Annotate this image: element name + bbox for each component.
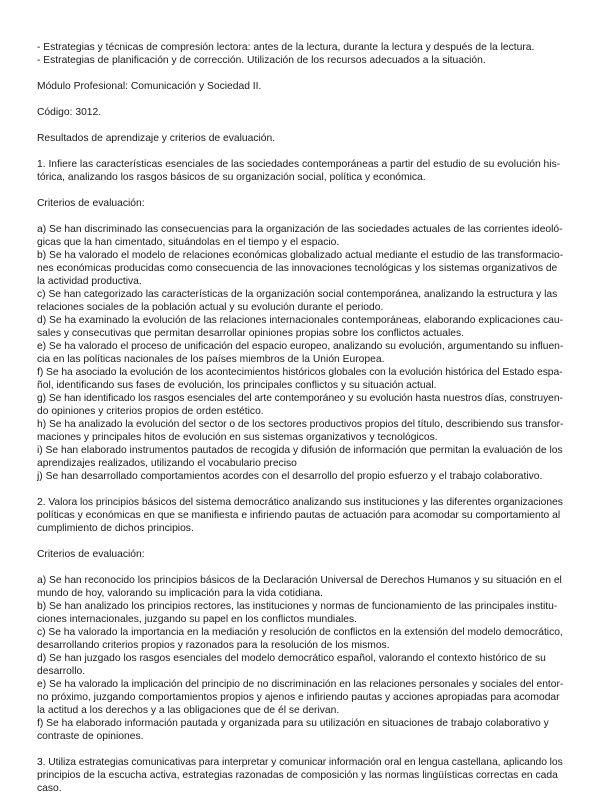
text-line: la actividad productiva. [37,276,142,287]
text-line: relaciones sociales de la población actual y su evolución durante el periodo. [37,302,384,313]
text-line: Criterios de evaluación: [37,549,145,560]
text-line: do opiniones y criterios propios de orden estético. [37,406,264,417]
text-line: caso. [37,783,62,794]
text-line: la actitud a los derechos y a las obligaciones que de él se derivan. [37,705,340,716]
paragraph-gap [37,145,563,158]
text-line: a) Se han discriminado las consecuencias para la organización de las sociedades actuales de las corrientes ideoló- [37,224,563,235]
paragraph-gap [37,561,563,574]
text-line: b) Se ha valorado el modelo de relaciones económicas globalizado actual mediante el estudio de las transformacio- [37,250,564,261]
text-line: h) Se ha analizado la evolución del sector o de los sectores productivos propios del título, describiendo sus transfor- [37,419,564,430]
text-line: c) Se han categorizado las características de la organización social contemporánea, analizando la estructura y las [37,289,558,300]
text-line: cia en las políticas nacionales de los países miembros de la Unión Europea. [37,354,385,365]
text-line: c) Se ha valorado la importancia en la mediación y resolución de conflictos en la extensión del modelo democrático, [37,627,563,638]
paragraph-gap [37,210,563,223]
text-line: no próximo, juzgando comportamientos propios y ajenos e infiriendo pautas y acciones apropiadas para acomodar [37,692,560,703]
text-line: contraste de opiniones. [37,731,144,742]
text-line: f) Se ha elaborado información pautada y organizada para su utilización en situaciones de trabajo colaborativo y [37,718,549,729]
text-line: ciones internacionales, juzgando su papel en los conflictos mundiales. [37,614,357,625]
text-line: desarrollando criterios propios y razonados para la resolución de los mismos. [37,640,390,651]
text-line: 1. Infiere las características esenciales de las sociedades contemporáneas a partir del estudio de su evolución his- [37,159,561,170]
paragraph-gap [37,67,563,80]
text-line: - Estrategias y técnicas de compresión lectora: antes de la lectura, durante la lectura y después de la lectura. [37,42,535,53]
text-line: principios de la escucha activa, estrategias razonadas de composición y las normas lingüísticas correctas en cada [37,770,558,781]
text-line: j) Se han desarrollado comportamientos acordes con el desarrollo del propio esfuerzo y el trabajo colaborativo. [37,471,543,482]
text-line: e) Se ha valorado la implicación del principio de no discriminación en las relaciones personales y sociales del entor- [37,679,564,690]
paragraph-gap [37,483,563,496]
text-line: d) Se han juzgado los rasgos esenciales del modelo democrático español, valorando el contexto histórico de su [37,653,546,664]
text-line: g) Se han identificado los rasgos esenciales del arte contemporáneo y su evolución hasta nuestros días, construyen- [37,393,563,404]
text-line: a) Se han reconocido los principios básicos de la Declaración Universal de Derechos Humanos y su situación en el [37,575,562,586]
text-line: mundo de hoy, valorando su implicación para la vida cotidiana. [37,588,324,599]
text-line: sales y consecutivas que permitan desarrollar opiniones propias sobre los conflictos actuales. [37,328,464,339]
text-line: tórica, analizando los rasgos básicos de su organización social, política y económica. [37,172,426,183]
text-line: d) Se ha examinado la evolución de las relaciones internacionales contemporáneas, elaborando explicaciones cau- [37,315,564,326]
text-line: ñol, identificando sus fases de evolución, los principales conflictos y su situación actual. [37,380,437,391]
paragraph-gap [37,184,563,197]
text-line: aprendizajes realizados, utilizando el vocabulario preciso [37,458,297,469]
paragraph-gap [37,743,563,756]
text-line: e) Se ha valorado el proceso de unificación del espacio europeo, analizando su evolución, argumentando su influen- [37,341,564,352]
text-line: Resultados de aprendizaje y criterios de evaluación. [37,133,276,144]
text-line: políticas y económicas en que se manifiesta e infiriendo pautas de actuación para acomodar su comportamiento al [37,510,561,521]
text-line: Código: 3012. [37,107,102,118]
text-line: - Estrategias de planificación y de corrección. Utilización de los recursos adecuados a la situación. [37,55,486,66]
text-line: i) Se han elaborado instrumentos pautados de recogida y difusión de información que permitan la evaluación de los [37,445,563,456]
paragraph-gap [37,119,563,132]
paragraph-gap [37,93,563,106]
text-line: desarrollo. [37,666,86,677]
text-line: gicas que la han cimentado, situándolas en el tiempo y el espacio. [37,237,340,248]
text-line: b) Se han analizado los principios rectores, las instituciones y normas de funcionamiento de las principales institu- [37,601,558,612]
text-line: cumplimiento de dichos principios. [37,523,194,534]
paragraph-gap [37,535,563,548]
text-line: maciones y principales hitos de evolución en sus sistemas organizativos y tecnológicos. [37,432,438,443]
text-line: 3. Utiliza estrategias comunicativas para interpretar y comunicar información oral en lengua castellana, aplicando los [37,757,563,768]
text-line: f) Se ha asociado la evolución de los acontecimientos históricos globales con la evolución histórica del Estado espa- [37,367,563,378]
text-line: nes económicas producidas como consecuencia de las innovaciones tecnológicas y los sistemas organizativos de [37,263,558,274]
text-line: Criterios de evaluación: [37,198,145,209]
text-line: 2. Valora los principios básicos del sistema democrático analizando sus instituciones y las diferentes organizaciones [37,497,563,508]
text-line: Módulo Profesional: Comunicación y Sociedad II. [37,81,262,92]
